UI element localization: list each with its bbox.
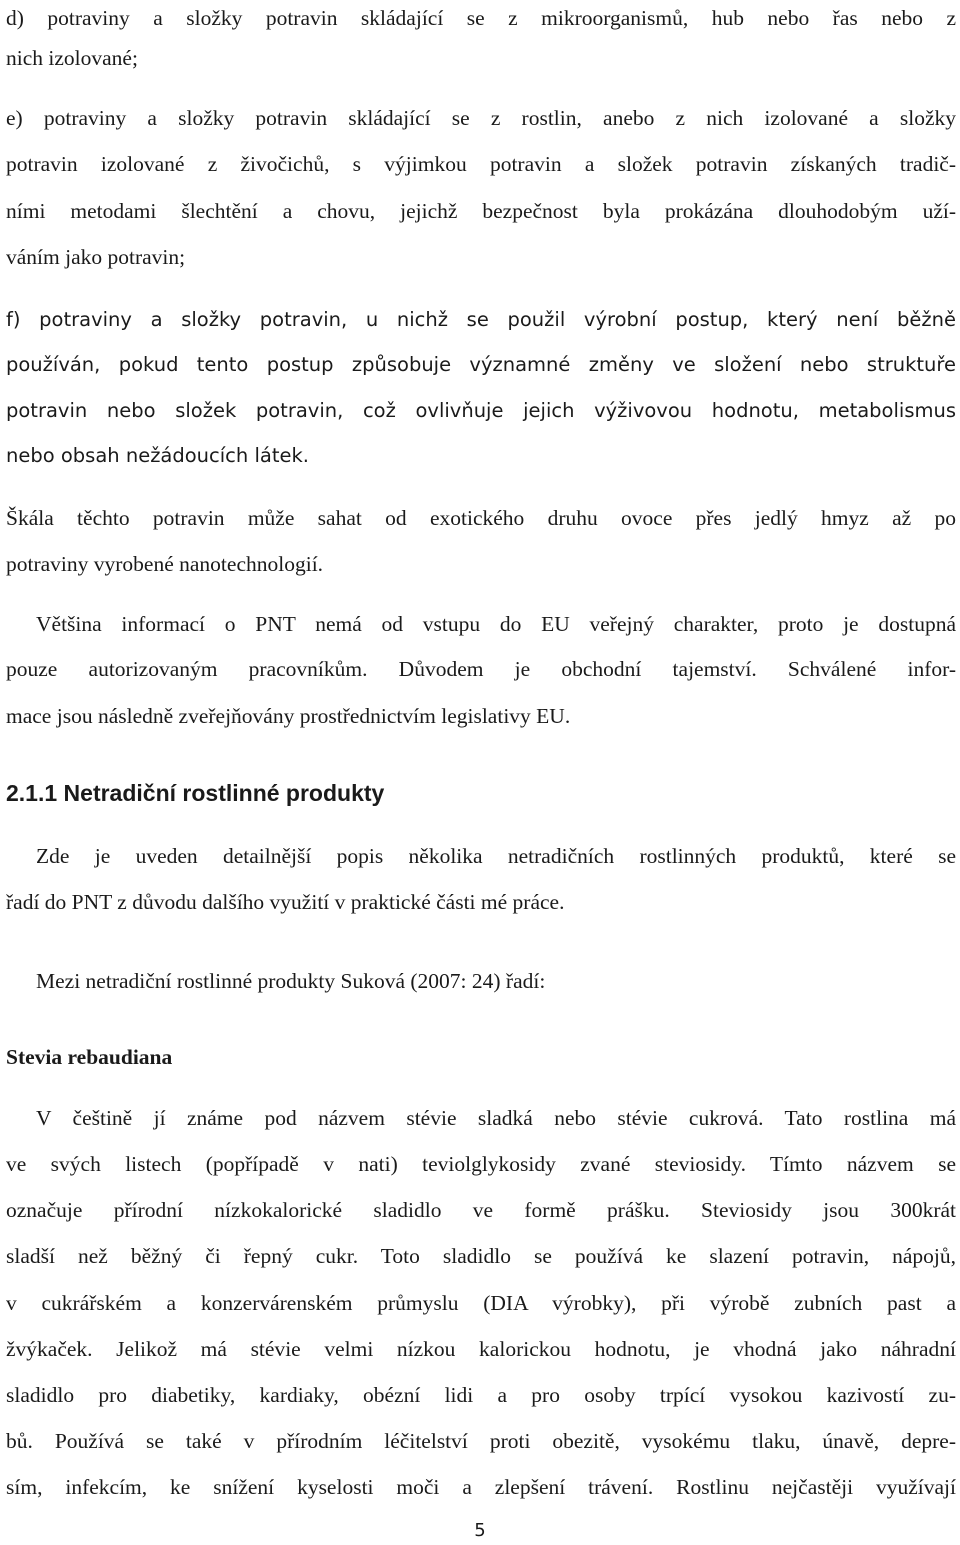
text-line: používán, pokud tento postup způsobuje významné změny ve složení nebo struktuře	[6, 353, 956, 376]
text-line: ními metodami šlechtění a chovu, jejichž bezpečnost byla prokázána dlouhodobým uží-	[6, 199, 956, 223]
text-line: potravin nebo složek potravin, což ovlivňuje jejich výživovou hodnotu, metabolismus	[6, 399, 956, 422]
text-line: mace jsou následně zveřejňovány prostřednictvím legislativy EU.	[6, 704, 571, 728]
text-line: f) potraviny a složky potravin, u nichž se použil výrobní postup, který není běžně	[6, 308, 956, 331]
text-line: nebo obsah nežádoucích látek.	[6, 444, 309, 467]
text-line: sladší než běžný či řepný cukr. Toto sladidlo se používá ke slazení potravin, nápojů,	[6, 1244, 956, 1268]
page-number: 5	[474, 1520, 486, 1541]
section-heading: 2.1.1 Netradiční rostlinné produkty	[6, 780, 385, 806]
text-line: potravin izolované z živočichů, s výjimkou potravin a složek potravin získaných tradič-	[6, 152, 956, 176]
text-line: sladidlo pro diabetiky, kardiaky, obézní lidi a pro osoby trpící vysokou kazivostí zu-	[6, 1383, 956, 1407]
text-line: sím, infekcím, ke snížení kyselosti moči a zlepšení trávení. Rostlinu nejčastěji využívají	[6, 1475, 956, 1499]
text-line: označuje přírodní nízkokalorické sladidlo ve formě prášku. Steviosidy jsou 300krát	[6, 1198, 956, 1222]
text-line: e) potraviny a složky potravin skládající se z rostlin, anebo z nich izolované a složky	[6, 106, 956, 130]
text-line: ve svých listech (popřípadě v nati) teviolglykosidy zvané steviosidy. Tímto názvem se	[6, 1152, 956, 1176]
text-line: Škála těchto potravin může sahat od exotického druhu ovoce přes jedlý hmyz až po	[6, 506, 956, 530]
text-line: Většina informací o PNT nemá od vstupu do EU veřejný charakter, proto je dostupná	[36, 612, 956, 636]
text-line: potraviny vyrobené nanotechnologií.	[6, 552, 324, 576]
text-line: v cukrářském a konzervárenském průmyslu (DIA výrobky), při výrobě zubních past a	[6, 1291, 956, 1315]
text-line: váním jako potravin;	[6, 245, 186, 269]
text-line: Mezi netradiční rostlinné produkty Suková (2007: 24) řadí:	[36, 969, 546, 993]
subheading: Stevia rebaudiana	[6, 1045, 173, 1069]
text-line: d) potraviny a složky potravin skládající se z mikroorganismů, hub nebo řas nebo z	[6, 6, 956, 30]
text-line: V češtině jí známe pod názvem stévie sladká nebo stévie cukrová. Tato rostlina má	[36, 1106, 956, 1130]
text-line: řadí do PNT z důvodu dalšího využití v praktické části mé práce.	[6, 890, 565, 914]
text-line: nich izolované;	[6, 46, 138, 70]
text-line: Zde je uveden detailnější popis několika netradičních rostlinných produktů, které se	[36, 844, 956, 868]
text-line: žvýkaček. Jelikož má stévie velmi nízkou kalorickou hodnotu, je vhodná jako náhradní	[6, 1337, 956, 1361]
text-line: bů. Používá se také v přírodním léčitelství proti obezitě, vysokému tlaku, únavě, depre-	[6, 1429, 956, 1453]
text-line: pouze autorizovaným pracovníkům. Důvodem je obchodní tajemství. Schválené infor-	[6, 657, 956, 681]
